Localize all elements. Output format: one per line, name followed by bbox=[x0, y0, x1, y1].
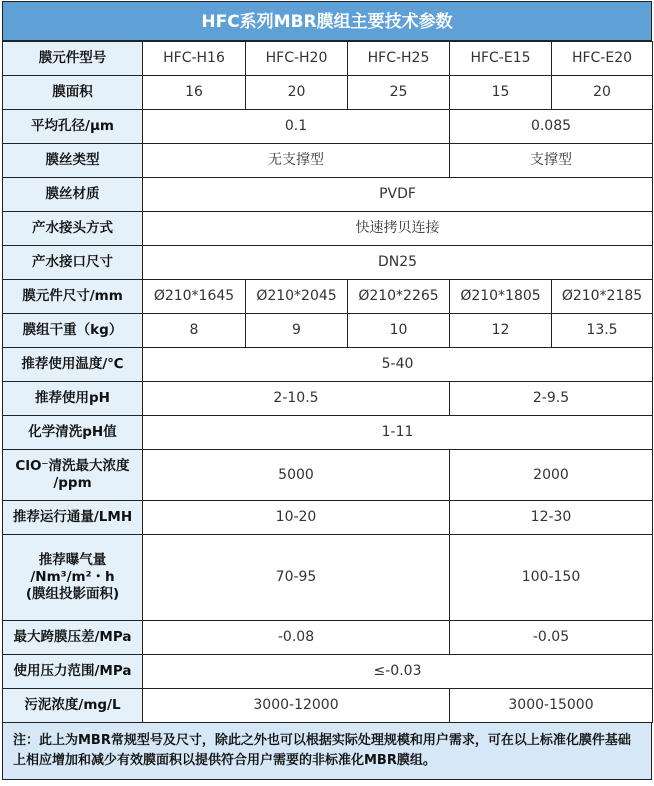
table-cell: Ø210*2185 bbox=[552, 280, 653, 314]
table-cell: 10-20 bbox=[143, 501, 450, 535]
model-h25-cell: HFC-H25 bbox=[348, 42, 450, 76]
row-label: 膜丝材质 bbox=[3, 178, 143, 212]
row-label-line: ClO⁻清洗最大浓度 bbox=[15, 458, 130, 474]
table-row bbox=[3, 110, 653, 144]
table-cell: 100-150 bbox=[450, 535, 653, 621]
row-label: 膜组干重（kg） bbox=[3, 314, 143, 348]
table-cell: 16 bbox=[143, 76, 246, 110]
table-cell: 5000 bbox=[143, 450, 450, 501]
row-label-line: (膜组投影面积) bbox=[25, 586, 120, 602]
table-row bbox=[3, 621, 653, 655]
table-row bbox=[3, 382, 653, 416]
table-cell: -0.08 bbox=[143, 621, 450, 655]
table-cell: 2-10.5 bbox=[143, 382, 450, 416]
table-cell: 15 bbox=[450, 76, 552, 110]
row-label: 膜面积 bbox=[3, 76, 143, 110]
row-label: 污泥浓度/mg/L bbox=[3, 689, 143, 723]
table-cell: ≤-0.03 bbox=[143, 655, 653, 689]
table-cell: 0.085 bbox=[450, 110, 653, 144]
table-cell: DN25 bbox=[143, 246, 653, 280]
table-row bbox=[3, 42, 653, 76]
table-row bbox=[3, 450, 653, 501]
table-row bbox=[3, 178, 653, 212]
row-label: 使用压力范围/MPa bbox=[3, 655, 143, 689]
table-cell: 0.1 bbox=[143, 110, 450, 144]
table-cell: 支撑型 bbox=[450, 144, 653, 178]
table-row bbox=[3, 535, 653, 621]
row-label: 膜元件尺寸/mm bbox=[3, 280, 143, 314]
table-cell: 3000-15000 bbox=[450, 689, 653, 723]
table-row bbox=[3, 144, 653, 178]
table-cell: 3000-12000 bbox=[143, 689, 450, 723]
table-cell: Ø210*2045 bbox=[246, 280, 348, 314]
table-title: HFC系列MBR膜组主要技术参数 bbox=[2, 1, 652, 41]
table-cell: Ø210*1645 bbox=[143, 280, 246, 314]
row-label: 推荐使用pH bbox=[3, 382, 143, 416]
table-row bbox=[3, 314, 653, 348]
row-label: 化学清洗pH值 bbox=[3, 416, 143, 450]
table-row bbox=[3, 416, 653, 450]
table-cell: 8 bbox=[143, 314, 246, 348]
model-h20-cell: HFC-H20 bbox=[246, 42, 348, 76]
table-cell: 20 bbox=[246, 76, 348, 110]
table-row bbox=[3, 76, 653, 110]
table-cell: PVDF bbox=[143, 178, 653, 212]
model-e20-cell: HFC-E20 bbox=[552, 42, 653, 76]
table-cell: Ø210*1805 bbox=[450, 280, 552, 314]
row-label-line: /ppm bbox=[53, 475, 92, 491]
model-h16-cell: HFC-H16 bbox=[143, 42, 246, 76]
table-cell: 快速拷贝连接 bbox=[143, 212, 653, 246]
row-label: 产水接口尺寸 bbox=[3, 246, 143, 280]
table-row bbox=[3, 212, 653, 246]
row-label-line: 推荐曝气量 bbox=[38, 552, 107, 568]
row-label-line: /Nm³/m²・h bbox=[30, 569, 115, 585]
table-cell: 1-11 bbox=[143, 416, 653, 450]
table-cell: 10 bbox=[348, 314, 450, 348]
table-cell: 13.5 bbox=[552, 314, 653, 348]
table-cell: 12-30 bbox=[450, 501, 653, 535]
table-row bbox=[3, 655, 653, 689]
table-cell: 9 bbox=[246, 314, 348, 348]
table-cell: 20 bbox=[552, 76, 653, 110]
row-label: 膜元件型号 bbox=[3, 42, 143, 76]
table-cell: 5-40 bbox=[143, 348, 653, 382]
row-label: 产水接头方式 bbox=[3, 212, 143, 246]
table-row bbox=[3, 501, 653, 535]
footnote: 注：此上为MBR常规型号及尺寸，除此之外也可以根据实际处理规模和用户需求，可在以上标准化膜件基础上相应增加和减少有效膜面积以提供符合用户需要的非标准化MBR膜组。 bbox=[2, 723, 652, 780]
table-cell: 12 bbox=[450, 314, 552, 348]
row-label bbox=[3, 535, 143, 621]
table-cell: 70-95 bbox=[143, 535, 450, 621]
spec-sheet bbox=[2, 1, 652, 785]
row-label: 推荐运行通量/LMH bbox=[3, 501, 143, 535]
row-label: 最大跨膜压差/MPa bbox=[3, 621, 143, 655]
table-row bbox=[3, 280, 653, 314]
table-row bbox=[3, 348, 653, 382]
table-row bbox=[3, 246, 653, 280]
table-cell: 2-9.5 bbox=[450, 382, 653, 416]
table-cell: 2000 bbox=[450, 450, 653, 501]
row-label bbox=[3, 450, 143, 501]
model-e15-cell: HFC-E15 bbox=[450, 42, 552, 76]
table-cell: 25 bbox=[348, 76, 450, 110]
table-cell: -0.05 bbox=[450, 621, 653, 655]
row-label: 推荐使用温度/℃ bbox=[3, 348, 143, 382]
table-cell: 无支撑型 bbox=[143, 144, 450, 178]
spec-table bbox=[2, 41, 653, 723]
table-row bbox=[3, 689, 653, 723]
row-label: 平均孔径/μm bbox=[3, 110, 143, 144]
table-cell: Ø210*2265 bbox=[348, 280, 450, 314]
row-label: 膜丝类型 bbox=[3, 144, 143, 178]
